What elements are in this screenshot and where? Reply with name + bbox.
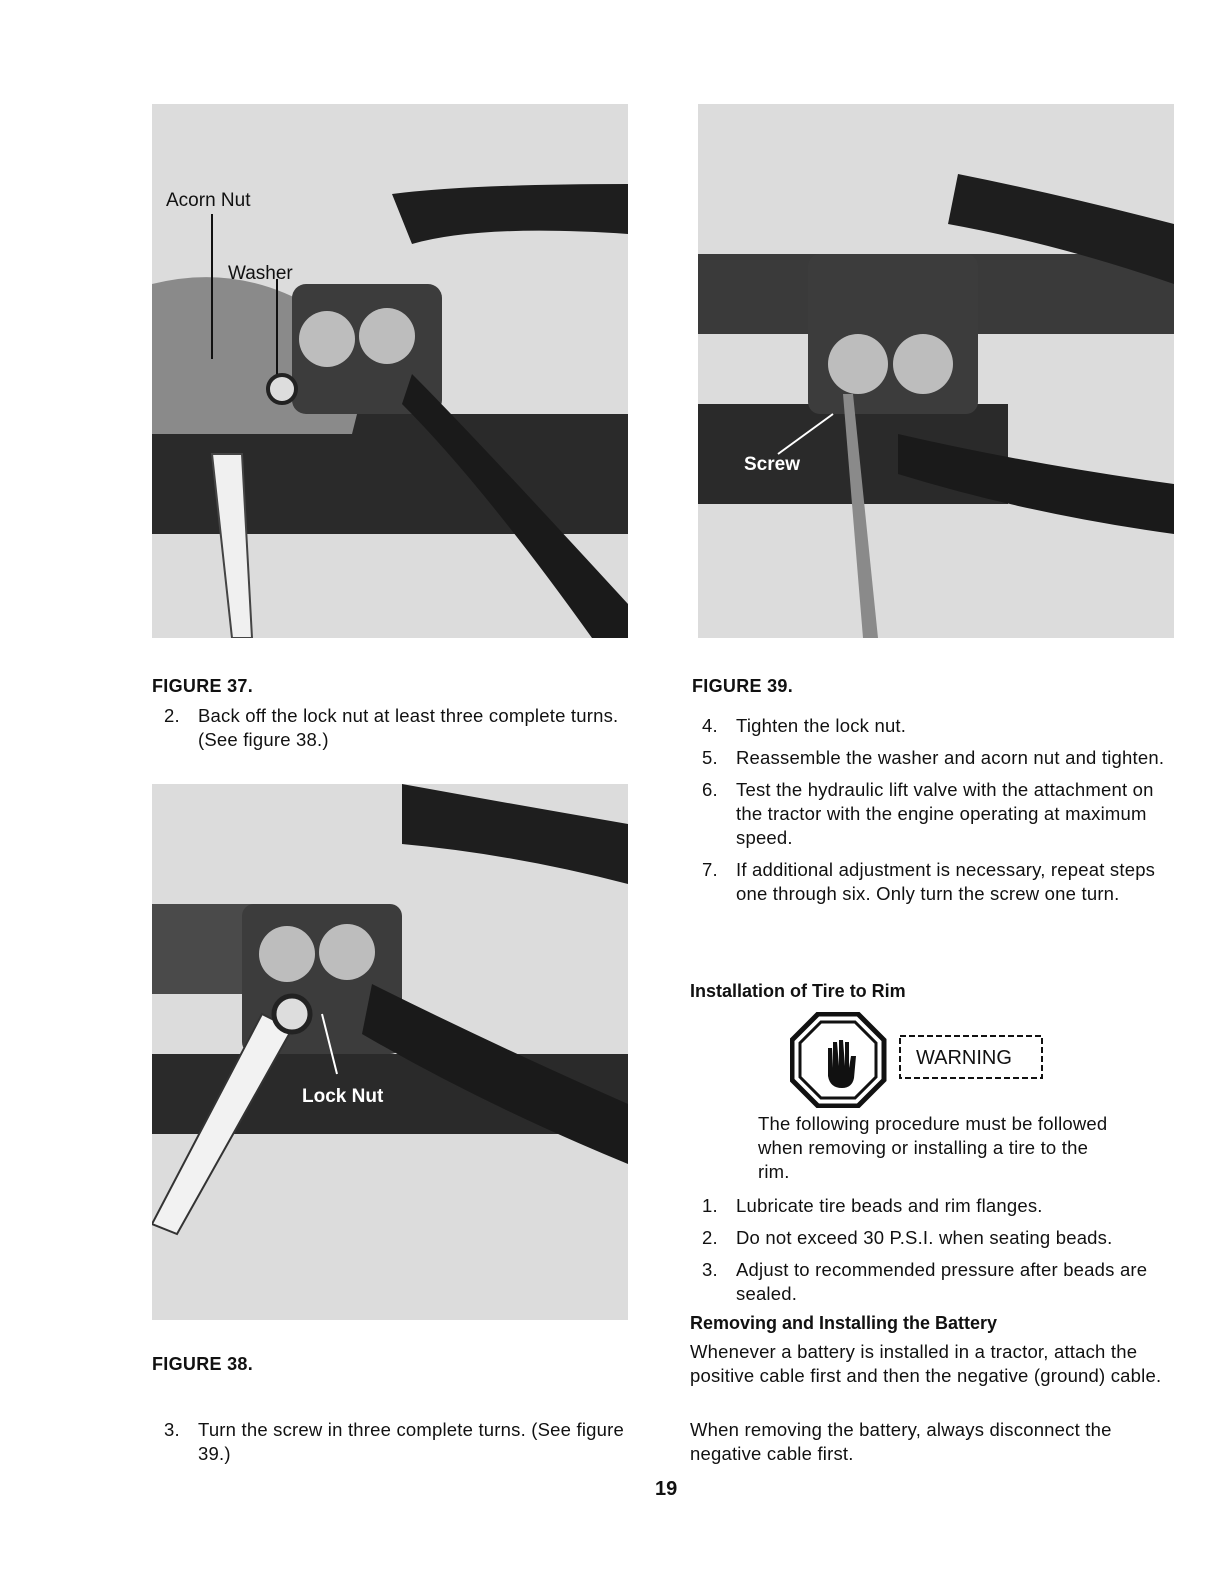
warning-graphic — [790, 1012, 1050, 1108]
figure-37-photo — [152, 104, 628, 638]
step-number: 2. — [702, 1227, 718, 1248]
step-number: 4. — [702, 715, 718, 736]
battery-paragraph-2: When removing the battery, always disconnect the negative cable first. — [690, 1419, 1112, 1464]
battery-paragraph-1: Whenever a battery is installed in a tractor, attach the positive cable first and then the negative (ground) cable. — [690, 1341, 1162, 1386]
step-number: 5. — [702, 747, 718, 768]
list-item — [690, 746, 1176, 770]
left-step-2 — [152, 704, 642, 760]
step-number: 3. — [702, 1259, 718, 1280]
figure-39-caption: FIGURE 39. — [692, 676, 794, 696]
warning-label: WARNING — [916, 1047, 1012, 1069]
list-item — [690, 714, 1176, 738]
figure-39-photo — [698, 104, 1174, 638]
figure-38-photo — [152, 784, 628, 1320]
list-item — [690, 1226, 1176, 1250]
step-text: Reassemble the washer and acorn nut and tighten. — [736, 747, 1165, 768]
list-item — [690, 1194, 1176, 1218]
step-text: Test the hydraulic lift valve with the attachment on the tractor with the engine operating at maximum speed. — [736, 779, 1154, 848]
step-text: Lubricate tire beads and rim flanges. — [736, 1195, 1043, 1216]
step-number: 3. — [164, 1419, 180, 1440]
battery-section-heading: Removing and Installing the Battery — [690, 1313, 998, 1333]
step-number: 6. — [702, 779, 718, 800]
list-item — [690, 1258, 1176, 1306]
step-text: Do not exceed 30 P.S.I. when seating beads. — [736, 1227, 1113, 1248]
warning-text: The following procedure must be followed when removing or installing a tire to the rim. — [758, 1113, 1108, 1182]
step-text: If additional adjustment is necessary, repeat steps one through six. Only turn the screw one turn. — [736, 859, 1156, 904]
step-text: Turn the screw in three complete turns. (See figure 39.) — [198, 1419, 624, 1464]
list-item — [690, 858, 1176, 906]
right-steps-list — [690, 714, 1176, 914]
list-item — [690, 778, 1176, 850]
step-number: 7. — [702, 859, 718, 880]
step-number: 2. — [164, 705, 180, 726]
page-number: 19 — [655, 1478, 678, 1500]
step-text: Back off the lock nut at least three complete turns. (See figure 38.) — [198, 705, 619, 750]
step-text: Tighten the lock nut. — [736, 715, 907, 736]
washer-label: Washer — [228, 263, 293, 284]
figure-37-caption: FIGURE 37. — [152, 676, 254, 696]
lock-nut-label: Lock Nut — [302, 1086, 384, 1107]
tire-section-heading: Installation of Tire to Rim — [690, 981, 906, 1001]
left-step-3 — [152, 1418, 642, 1474]
screw-label: Screw — [744, 454, 800, 475]
step-number: 1. — [702, 1195, 718, 1216]
figure-38-caption: FIGURE 38. — [152, 1354, 254, 1374]
tire-steps-list — [690, 1194, 1176, 1314]
step-text: Adjust to recommended pressure after beads are sealed. — [736, 1259, 1148, 1304]
acorn-nut-label: Acorn Nut — [166, 190, 251, 211]
